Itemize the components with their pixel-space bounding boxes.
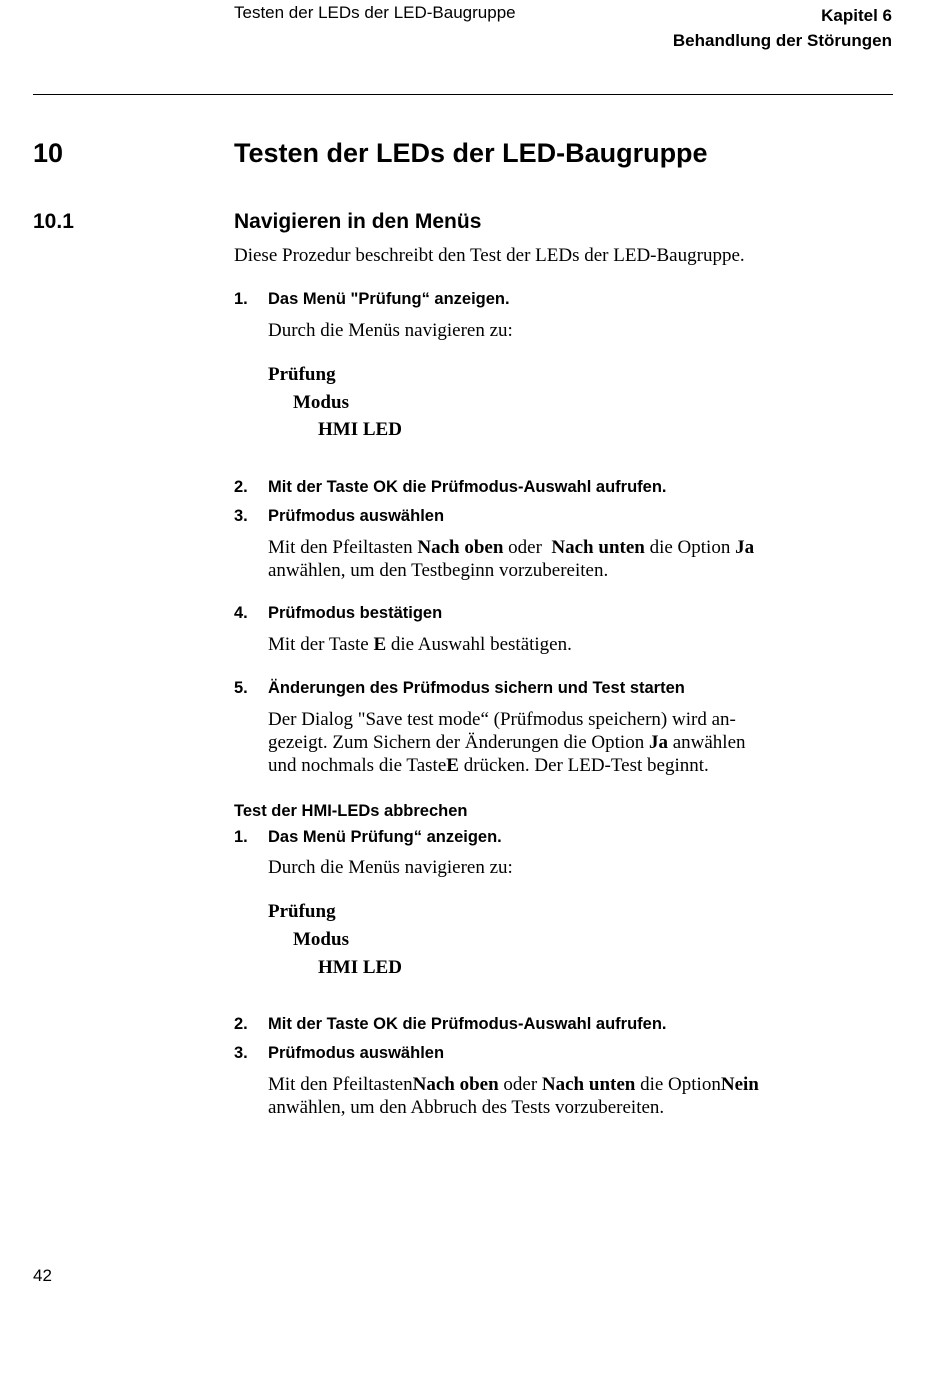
subsection-title: Navigieren in den Menüs [234, 210, 482, 233]
running-title: Testen der LEDs der LED-Baugruppe [234, 3, 516, 22]
step-number: 2. [234, 478, 248, 496]
key-name: Nach oben [417, 537, 504, 558]
subsection-intro: Diese Prozedur beschreibt den Test der LEDs der LED-Baugruppe. [234, 245, 745, 266]
key-name: Nach oben [412, 1074, 499, 1095]
menu-path-level-1: Prüfung [268, 364, 336, 385]
chapter-header [673, 3, 892, 53]
menu-path-level-2: Modus [293, 929, 349, 950]
step-title: Änderungen des Prüfmodus sichern und Test starten [268, 679, 685, 697]
step-number: 2. [234, 1015, 248, 1033]
step-title: Das Menü Prüfung“ anzeigen. [268, 828, 502, 846]
step-number: 3. [234, 1044, 248, 1062]
step-title: Mit der Taste OK die Prüfmodus-Auswahl aufrufen. [268, 478, 667, 496]
key-name: E [446, 755, 459, 776]
section-title: Testen der LEDs der LED-Baugruppe [234, 138, 708, 168]
procedure-heading: Test der HMI-LEDs abbrechen [234, 802, 468, 820]
step-body: Der Dialog "Save test mode“ (Prüfmodus speichern) wird an- gezeigt. Zum Sichern der Änderungen die Option Ja anwählen und nochmals die TasteE drücken. Der LED-Test beginnt. [268, 709, 746, 776]
step-number: 4. [234, 604, 248, 622]
step-body: Mit den PfeiltastenNach oben oder Nach unten die OptionNein anwählen, um den Abbruch des Tests vorzubereiten. [268, 1074, 759, 1118]
step-number: 3. [234, 507, 248, 525]
step-title: Prüfmodus auswählen [268, 507, 445, 525]
key-name: Nach unten [541, 1074, 636, 1095]
key-name: Nach unten [551, 537, 645, 558]
subsection-number: 10.1 [33, 210, 74, 233]
option-name: Ja [648, 732, 668, 753]
step-number: 1. [234, 828, 248, 846]
step-title: Mit der Taste OK die Prüfmodus-Auswahl aufrufen. [268, 1015, 667, 1033]
menu-path-level-1: Prüfung [268, 901, 336, 922]
menu-path-level-2: Modus [293, 392, 349, 413]
step-body: Durch die Menüs navigieren zu: [268, 320, 513, 341]
step-number: 1. [234, 290, 248, 308]
header-rule [33, 94, 893, 95]
step-title: Prüfmodus bestätigen [268, 604, 443, 622]
chapter-label: Kapitel 6 [821, 6, 892, 25]
step-title: Prüfmodus auswählen [268, 1044, 445, 1062]
step-title: Das Menü "Prüfung“ anzeigen. [268, 290, 510, 308]
step-body: Mit der Taste E die Auswahl bestätigen. [268, 634, 572, 655]
step-number: 5. [234, 679, 248, 697]
section-number: 10 [33, 138, 64, 168]
page-number: 42 [33, 1266, 52, 1285]
key-name: E [373, 634, 387, 655]
chapter-title: Behandlung der Störungen [672, 31, 892, 50]
menu-path-level-3: HMI LED [318, 957, 402, 978]
step-body: Mit den Pfeiltasten Nach oben oder Nach unten die Option Ja anwählen, um den Testbeginn vorzubereiten. [268, 537, 755, 581]
option-name: Nein [720, 1074, 759, 1095]
menu-path-level-3: HMI LED [318, 419, 402, 440]
option-name: Ja [735, 537, 755, 558]
step-body: Durch die Menüs navigieren zu: [268, 857, 513, 878]
